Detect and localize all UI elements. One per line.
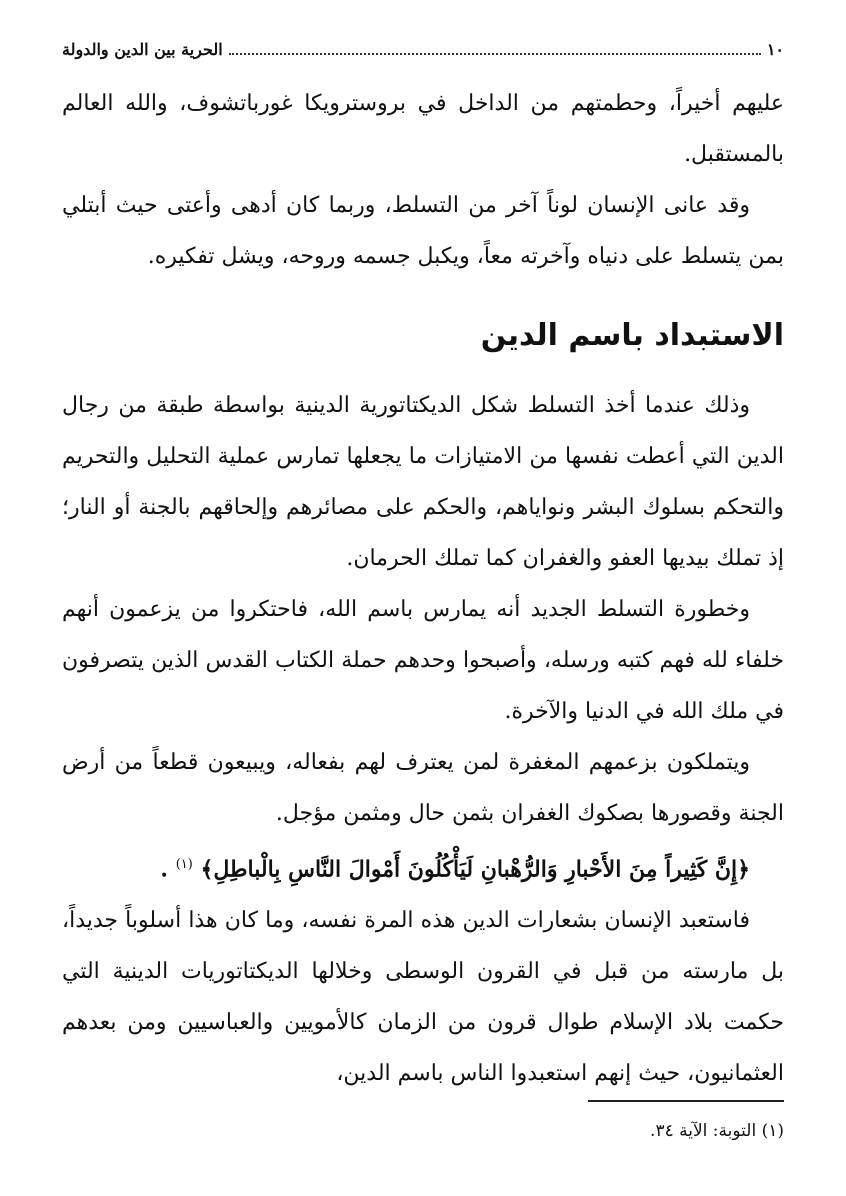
- section-text: [62, 380, 784, 1099]
- footnote-marker[interactable]: (١): [175, 857, 193, 872]
- intro-paragraph-1: عليهم أخيراً، وحطمتهم من الداخل في بروسترويكا غورباتشوف، والله العالم بالمستقبل.: [62, 91, 784, 167]
- book-title: الحرية بين الدين والدولة: [62, 39, 223, 59]
- intro-text: [62, 78, 784, 282]
- section-paragraph-4: فاستعبد الإنسان بشعارات الدين هذه المرة نفسه، وما كان هذا أسلوباً جديداً، بل مارسته من قبل في القرون الوسطى وخلالها الديكتاتوريات الدينية التي حكمت بلاد الإسلام طوال قرون من الزمان كالأمويين والعباسيين ومن بعدهم العثمانيون، حيث إنهم استعبدوا الناس باسم الدين،: [62, 908, 784, 1087]
- section-paragraph-2: وخطورة التسلط الجديد أنه يمارس باسم الله، فاحتكروا من يزعمون أنهم خلفاء لله فهم كتبه ورسله، وأصبحوا وحدهم حملة الكتاب القدس الذين يتصرفون في ملك الله في الدنيا والآخرة.: [62, 597, 784, 724]
- section-heading: الاستبداد باسم الدين: [480, 318, 784, 353]
- running-header: [62, 34, 784, 64]
- section-paragraph-1: وذلك عندما أخذ التسلط شكل الديكتاتورية الدينية بواسطة طبقة من رجال الدين التي أعطت نفسها من الامتيازات ما يجعلها تمارس عملية التحليل والتحريم والتحكم بسلوك البشر ونواياهم، والحكم على مصائرهم وإلحاقهم بالجنة أو النار؛ إذ تملك بيديها العفو والغفران كما تملك الحرمان.: [62, 393, 784, 571]
- footnote-divider: [588, 1100, 784, 1102]
- quran-verse-end: .: [160, 856, 169, 883]
- quran-verse-text: ﴿إِنَّ كَثِيراً مِنَ الأَحْبارِ وَالرُّهْبانِ لَيَأْكُلُونَ أَمْوالَ النَّاسِ بِالْباطِلِ﴾: [200, 856, 750, 883]
- header-dot-leader: [229, 53, 761, 55]
- intro-paragraph-2: وقد عانى الإنسان لوناً آخر من التسلط، وربما كان أدهى وأعتى حيث أبتلي بمن يتسلط على دنياه وآخرته معاً، ويكبل جسمه وروحه، ويشل تفكيره.: [62, 193, 784, 269]
- footnote: (١) التوبة: الآية ٣٤.: [650, 1121, 784, 1141]
- page-number: ١٠: [766, 39, 784, 59]
- section-paragraph-3: ويتملكون بزعمهم المغفرة لمن يعترف لهم بفعاله، ويبيعون قطعاً من أرض الجنة وقصورها بصكوك الغفران بثمن حال ومثمن مؤجل.: [62, 750, 784, 826]
- quran-verse: [62, 839, 784, 895]
